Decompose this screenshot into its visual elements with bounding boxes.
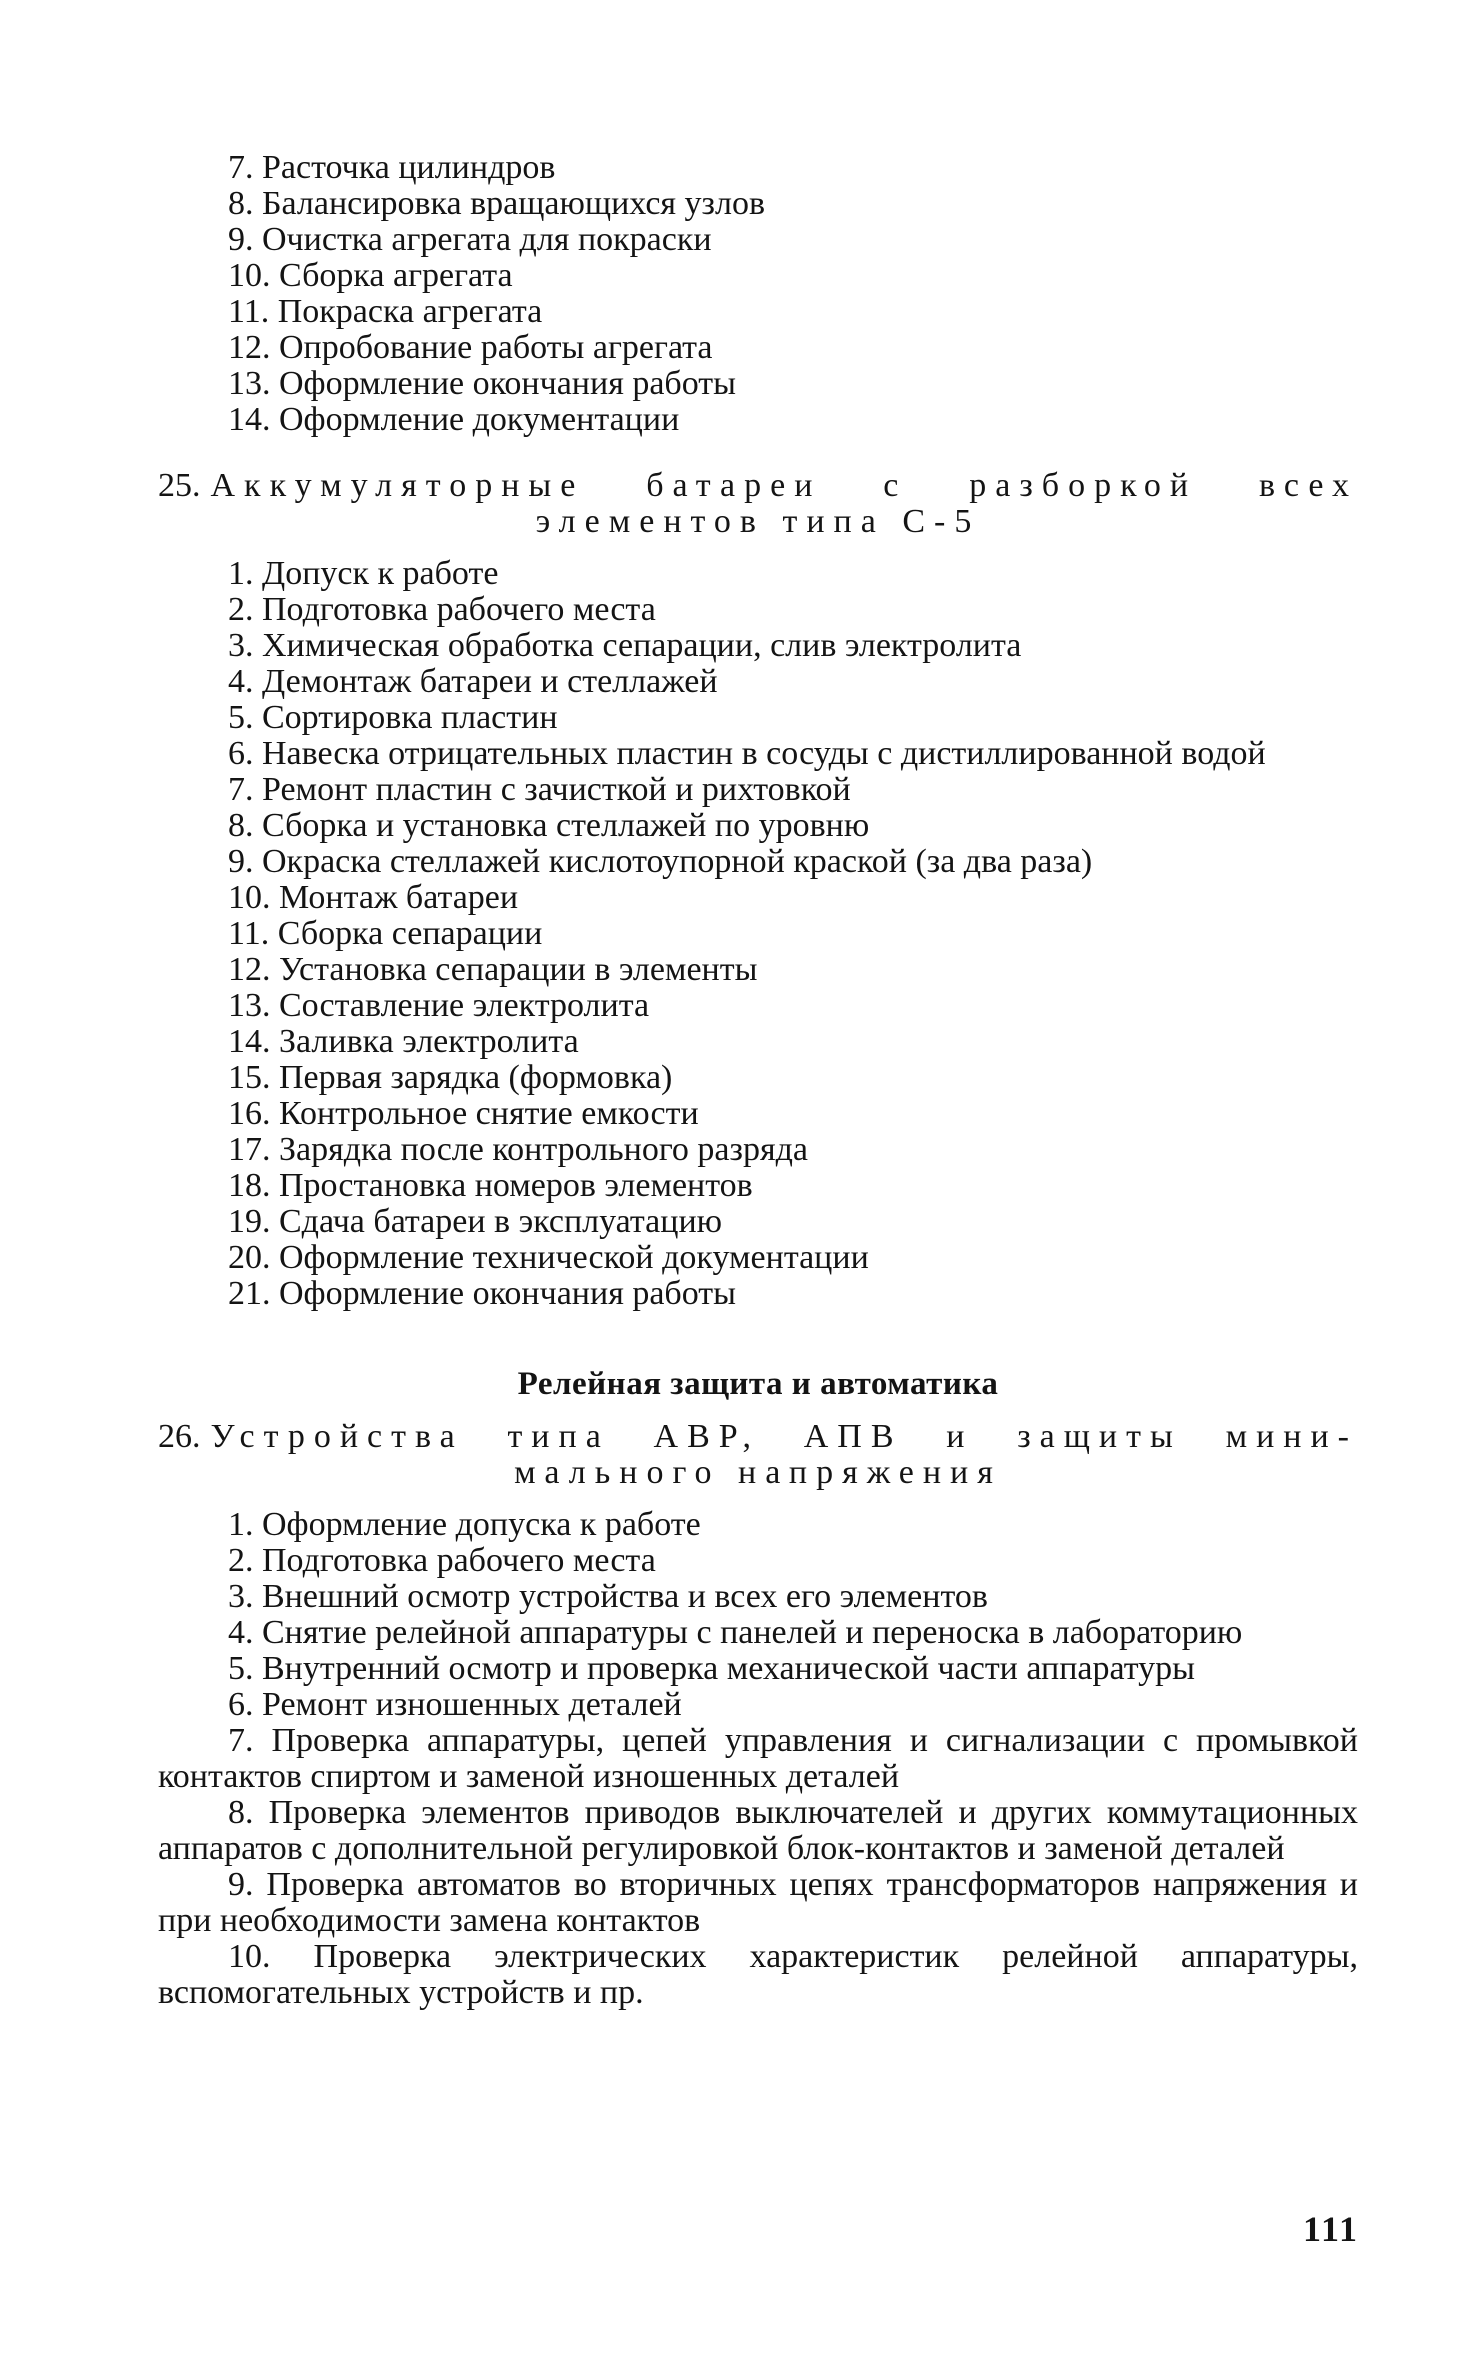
- list-item: 8. Проверка элементов приводов выключателей и других коммутационных аппаратов с дополнительной регулировкой блок-контактов и заменой деталей: [158, 1794, 1358, 1867]
- list-item: 6. Навеска отрицательных пластин в сосуды с дистиллированной водой: [228, 735, 1266, 772]
- list-item: 17. Зарядка после контрольного разряда: [228, 1131, 808, 1168]
- list-item: 2. Подготовка рабочего места: [228, 591, 656, 628]
- list-item: 13. Составление электролита: [228, 987, 650, 1024]
- page-number: 111: [1302, 2209, 1359, 2249]
- list-item: 14. Заливка электролита: [228, 1023, 579, 1060]
- list-item: 11. Покраска агрегата: [228, 293, 543, 330]
- list-item: 1. Оформление допуска к работе: [228, 1506, 701, 1543]
- section-25-list: [158, 556, 1358, 1312]
- list-item: 10. Сборка агрегата: [228, 257, 513, 294]
- list-item: 12. Установка сепарации в элементы: [228, 951, 758, 988]
- section-number: 25.: [158, 467, 201, 504]
- list-item: 7. Ремонт пластин с зачисткой и рихтовкой: [228, 771, 851, 808]
- list-item: 9. Окраска стеллажей кислотоупорной краской (за два раза): [228, 843, 1093, 880]
- list-item: 19. Сдача батареи в эксплуатацию: [228, 1203, 723, 1240]
- list-continued: [158, 150, 1358, 438]
- list-item: 2. Подготовка рабочего места: [228, 1542, 656, 1579]
- section-25-heading: [158, 468, 1358, 540]
- list-item: 18. Простановка номеров элементов: [228, 1167, 753, 1204]
- list-item: 8. Сборка и установка стеллажей по уровню: [228, 807, 870, 844]
- list-item: 6. Ремонт изношенных деталей: [228, 1686, 682, 1723]
- list-item: 20. Оформление технической документации: [228, 1239, 869, 1276]
- list-item: 11. Сборка сепарации: [228, 915, 543, 952]
- list-item: 9. Очистка агрегата для покраски: [228, 221, 712, 258]
- list-item: 21. Оформление окончания работы: [228, 1275, 736, 1312]
- list-item: 3. Внешний осмотр устройства и всех его элементов: [228, 1578, 988, 1615]
- list-item: 3. Химическая обработка сепарации, слив электролита: [228, 627, 1022, 664]
- list-item: 10. Монтаж батареи: [228, 879, 519, 916]
- section-title-line2: мального напряжения: [514, 1454, 1002, 1491]
- list-item: 15. Первая зарядка (формовка): [228, 1059, 673, 1096]
- list-item: 13. Оформление окончания работы: [228, 365, 736, 402]
- list-item: 10. Проверка электрических характеристик релейной аппаратуры, вспомогательных устройств и пр.: [158, 1938, 1358, 2011]
- list-item: 4. Снятие релейной аппаратуры с панелей и переноска в лабораторию: [228, 1614, 1243, 1651]
- page-body: [158, 150, 1358, 2011]
- list-item: 1. Допуск к работе: [228, 555, 499, 592]
- list-item: 5. Сортировка пластин: [228, 699, 558, 736]
- list-item: 9. Проверка автоматов во вторичных цепях трансформаторов напряжения и при необходимости замена контактов: [158, 1866, 1358, 1939]
- section-26-heading: [158, 1419, 1358, 1491]
- section-title-line2: элементов типа С-5: [535, 503, 981, 540]
- list-item: 12. Опробование работы агрегата: [228, 329, 713, 366]
- list-item: 4. Демонтаж батареи и стеллажей: [228, 663, 718, 700]
- section-title: Релейная защита и автоматика: [517, 1366, 999, 1402]
- list-item: 7. Проверка аппаратуры, цепей управления и сигнализации с промывкой контактов спиртом и заменой изношенных деталей: [158, 1722, 1358, 1795]
- list-item: 5. Внутренний осмотр и проверка механической части аппаратуры: [228, 1650, 1195, 1687]
- list-item: 7. Расточка цилиндров: [228, 149, 556, 186]
- list-item: 8. Балансировка вращающихся узлов: [228, 185, 765, 222]
- list-item: 16. Контрольное снятие емкости: [228, 1095, 699, 1132]
- list-item: 14. Оформление документации: [228, 401, 680, 438]
- section-number: 26.: [158, 1418, 201, 1455]
- section-title-line1: Аккумуляторные батареи с разборкой всех: [210, 467, 1358, 504]
- section-title-line1: Устройства типа АВР, АПВ и защиты мини-: [210, 1418, 1358, 1455]
- section-26-list: [158, 1507, 1358, 2011]
